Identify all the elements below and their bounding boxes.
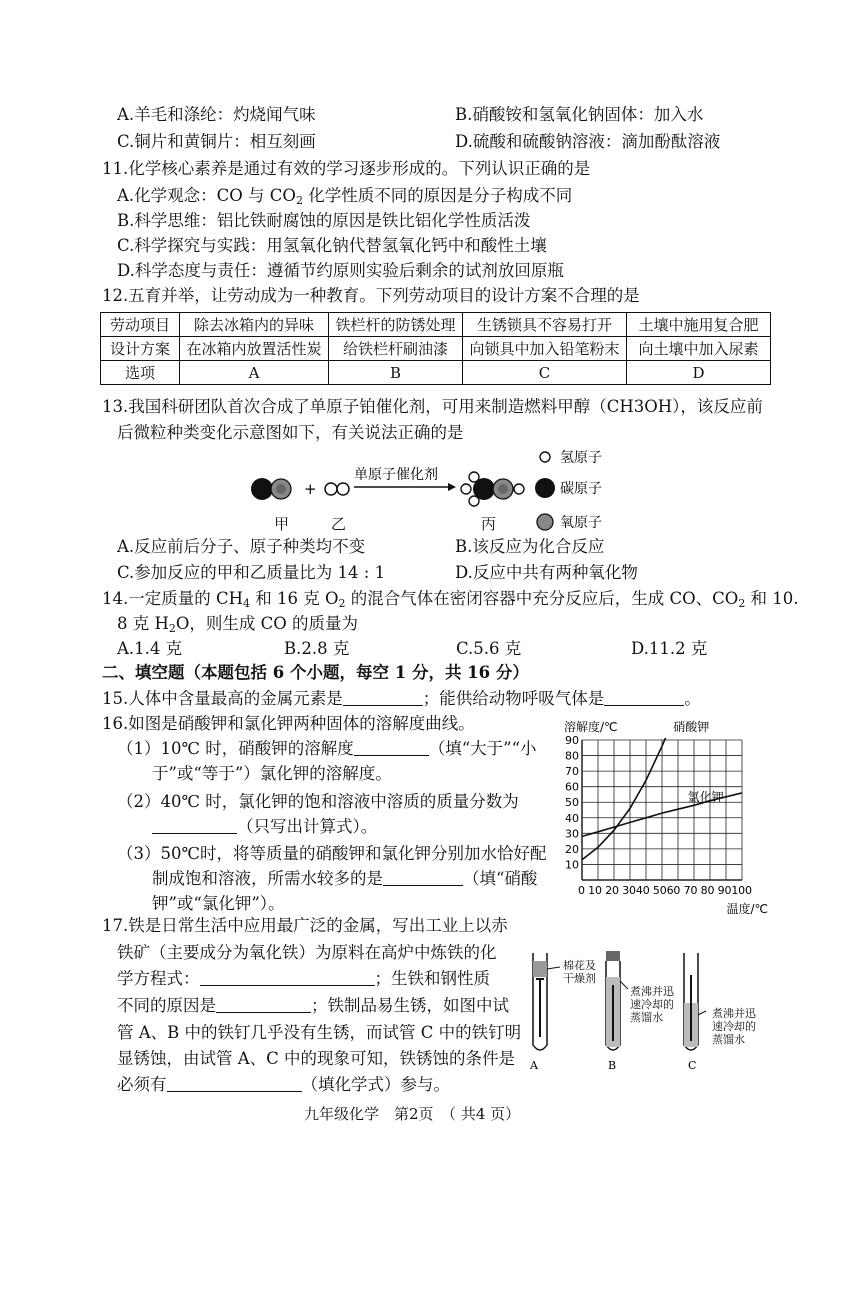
q16-part2-cont: （只写出计算式）。 [152,816,377,838]
table-cell: B [329,361,463,385]
section-heading: 二、填空题（本题包括 6 个小题，每空 1 分，共 16 分） [102,663,529,682]
table-row [101,361,771,385]
table-cell: 选项 [101,361,180,385]
q11-option-b: B.科学思维：铝比铁耐腐蚀的原因是铁比铝化学性质活泼 [117,211,531,230]
solubility-chart [560,715,770,930]
q10-option-a: A.羊毛和涤纶：灼烧闻气味 [117,105,316,124]
table-cell: 在冰箱内放置活性炭 [180,337,329,361]
y-axis-label: 溶解度/℃ [564,720,618,734]
tube-c-label: C [688,1059,697,1072]
table-row [101,313,771,337]
answer-blank[interactable] [216,996,311,1013]
legend-carbon-label: 碳原子 [560,481,602,497]
table-cell: 劳动项目 [101,313,180,337]
q10-option-b: B.硝酸铵和氢氧化钠固体：加入水 [455,105,704,124]
test-tube-b [606,951,628,1050]
tube-b-note: 煮沸并迅 速冷却的 蒸馏水 [630,985,674,1024]
q17-line2: 铁矿（主要成分为氧化铁）为原料在高炉中炼铁的化 [117,943,497,962]
x-tick-labels: 0 10 20 3040 5060 70 80 90100 [578,884,752,897]
q13-stem-line1: 13.我国科研团队首次合成了单原子铂催化剂，可用来制造燃料甲醇（CH3OH），该反应前 [102,397,763,416]
molecule-bing [461,472,524,506]
y-tick-label: 20 [565,842,579,856]
answer-blank[interactable] [604,689,684,706]
q10-option-c: C.铜片和黄铜片：相互刻画 [117,132,316,151]
label-yi: 乙 [331,515,347,533]
q11-option-d: D.科学态度与责任：遵循节约原则实验后剩余的试剂放回原瓶 [117,261,564,280]
table-cell: 向土壤中加入尿素 [627,337,771,361]
table-cell: D [627,361,771,385]
table-row [101,337,771,361]
q16-part1-cont: 于”或“等于”）氯化钾的溶解度。 [152,764,392,783]
q14-option-d: D.11.2 克 [631,639,708,658]
table-cell: 设计方案 [101,337,180,361]
tube-a-note: 棉花及 干燥剂 [563,959,596,985]
molecule-yi [325,483,349,495]
q13-option-d: D.反应中共有两种氧化物 [455,563,638,582]
legend-hydrogen-label: 氢原子 [560,450,602,466]
x-axis-label: 温度/℃ [726,902,768,916]
q16-part3-cont: 制成饱和溶液，所需水较多的是 （填“硝酸 [152,869,538,888]
answer-blank[interactable] [383,869,463,886]
test-tube-a [533,953,560,1050]
q16-part3-cont2: 钾”或“氯化钾”）。 [152,894,285,913]
legend-carbon-icon [535,478,555,498]
answer-blank[interactable] [200,969,375,986]
labor-table [100,312,771,385]
series-label-kno3: 硝酸钾 [673,720,710,734]
y-tick-label: 30 [565,827,579,841]
plus-sign: + [304,480,317,498]
reaction-diagram [240,445,660,540]
series-label-kcl: 氯化钾 [687,790,724,804]
table-cell: A [180,361,329,385]
q17-line3: 学方程式： ；生铁和钢性质 [117,969,490,988]
table-cell: C [463,361,627,385]
page-footer: 九年级化学 第2页 （ 共4 页） [304,1105,521,1123]
table-cell: 给铁栏杆刷油漆 [329,337,463,361]
q16-part3: （3）50℃时，将等质量的硝酸钾和氯化钾分别加水恰好配 [117,844,547,863]
q15: 15.人体中含量最高的金属元素是 ；能供给动物呼吸气体是 。 [102,689,701,708]
test-tube-c [684,953,706,1050]
legend-oxygen-icon [537,514,553,530]
q14-stem-line1: 14.一定质量的 $CH_4$ 和 16 克 $O_2$ 的混合气体在密闭容器中充分反应后，生成 CO、$CO_2$ 和 10. [102,589,799,610]
q14-option-b: B.2.8 克 [284,639,350,658]
q14-option-a: A.1.4 克 [117,639,183,658]
q17-line6: 显锈蚀，由试管 A、C 中的现象可知，铁锈蚀的条件是 [117,1049,516,1068]
q16-part1: （1）10℃ 时，硝酸钾的溶解度 （填“大于”“小 [117,739,537,758]
q13-stem-line2: 后微粒种类变化示意图如下，有关说法正确的是 [117,423,464,442]
table-cell: 生锈锁具不容易打开 [463,313,627,337]
y-tick-label: 70 [565,765,579,779]
q12-stem: 12.五育并举，让劳动成为一种教育。下列劳动项目的设计方案不合理的是 [102,286,640,305]
q11-option-c: C.科学探究与实践：用氢氧化钠代替氢氧化钙中和酸性土壤 [117,236,547,255]
q11-option-a: A.化学观念：CO 与 $CO_2$ 化学性质不同的原因是分子构成不同 [117,186,573,207]
label-bing: 丙 [481,515,497,533]
catalyst-label: 单原子催化剂 [354,467,438,483]
q14-option-c: C.5.6 克 [456,639,522,658]
q11-stem: 11.化学核心素养是通过有效的学习逐步形成的。下列认识正确的是 [102,159,591,178]
legend-hydrogen-icon [540,452,550,462]
q17-line7: 必须有 （填化学式）参与。 [117,1075,450,1094]
q16-stem: 16.如图是硝酸钾和氯化钾两种固体的溶解度曲线。 [102,714,475,733]
answer-blank[interactable] [354,739,429,756]
tube-c-note: 煮沸并迅 速冷却的 蒸馏水 [712,1007,756,1046]
answer-blank[interactable] [152,817,237,834]
q13-option-a: A.反应前后分子、原子种类均不变 [117,537,366,556]
q10-option-d: D.硫酸和硫酸钠溶液：滴加酚酞溶液 [455,132,721,151]
answer-blank[interactable] [167,1075,302,1092]
q16-part2: （2）40℃ 时，氯化钾的饱和溶液中溶质的质量分数为 [117,792,519,811]
label-jia: 甲 [274,515,290,533]
arrow-head [448,483,456,491]
y-tick-label: 90 [565,734,579,747]
q13-option-c: C.参加反应的甲和乙质量比为 14 : 1 [117,563,386,582]
y-tick-label: 50 [565,796,579,810]
legend-oxygen-label: 氧原子 [560,515,602,531]
table-cell: 向锁具中加入铅笔粉末 [463,337,627,361]
tube-a-label: A [530,1059,538,1072]
q14-stem-line2: 8 克 $H_2O$，则生成 CO 的质量为 [117,614,359,635]
table-cell: 除去冰箱内的异味 [180,313,329,337]
q17-line1: 17.铁是日常生活中应用最广泛的金属，写出工业上以赤 [102,916,508,935]
tube-b-label: B [608,1059,617,1072]
answer-blank[interactable] [343,689,423,706]
y-tick-label: 80 [565,749,579,763]
table-cell: 土壤中施用复合肥 [627,313,771,337]
molecule-jia [251,478,291,500]
q17-line4: 不同的原因是 ；铁制品易生锈，如图中试 [117,996,509,1015]
table-cell: 铁栏杆的防锈处理 [329,313,463,337]
y-tick-label: 10 [565,858,579,872]
y-tick-label: 40 [565,811,579,825]
y-tick-label: 60 [565,780,579,794]
q17-line5: 管 A、B 中的铁钉几乎没有生锈，而试管 C 中的铁钉明 [117,1023,522,1042]
q13-option-b: B.该反应为化合反应 [455,537,605,556]
